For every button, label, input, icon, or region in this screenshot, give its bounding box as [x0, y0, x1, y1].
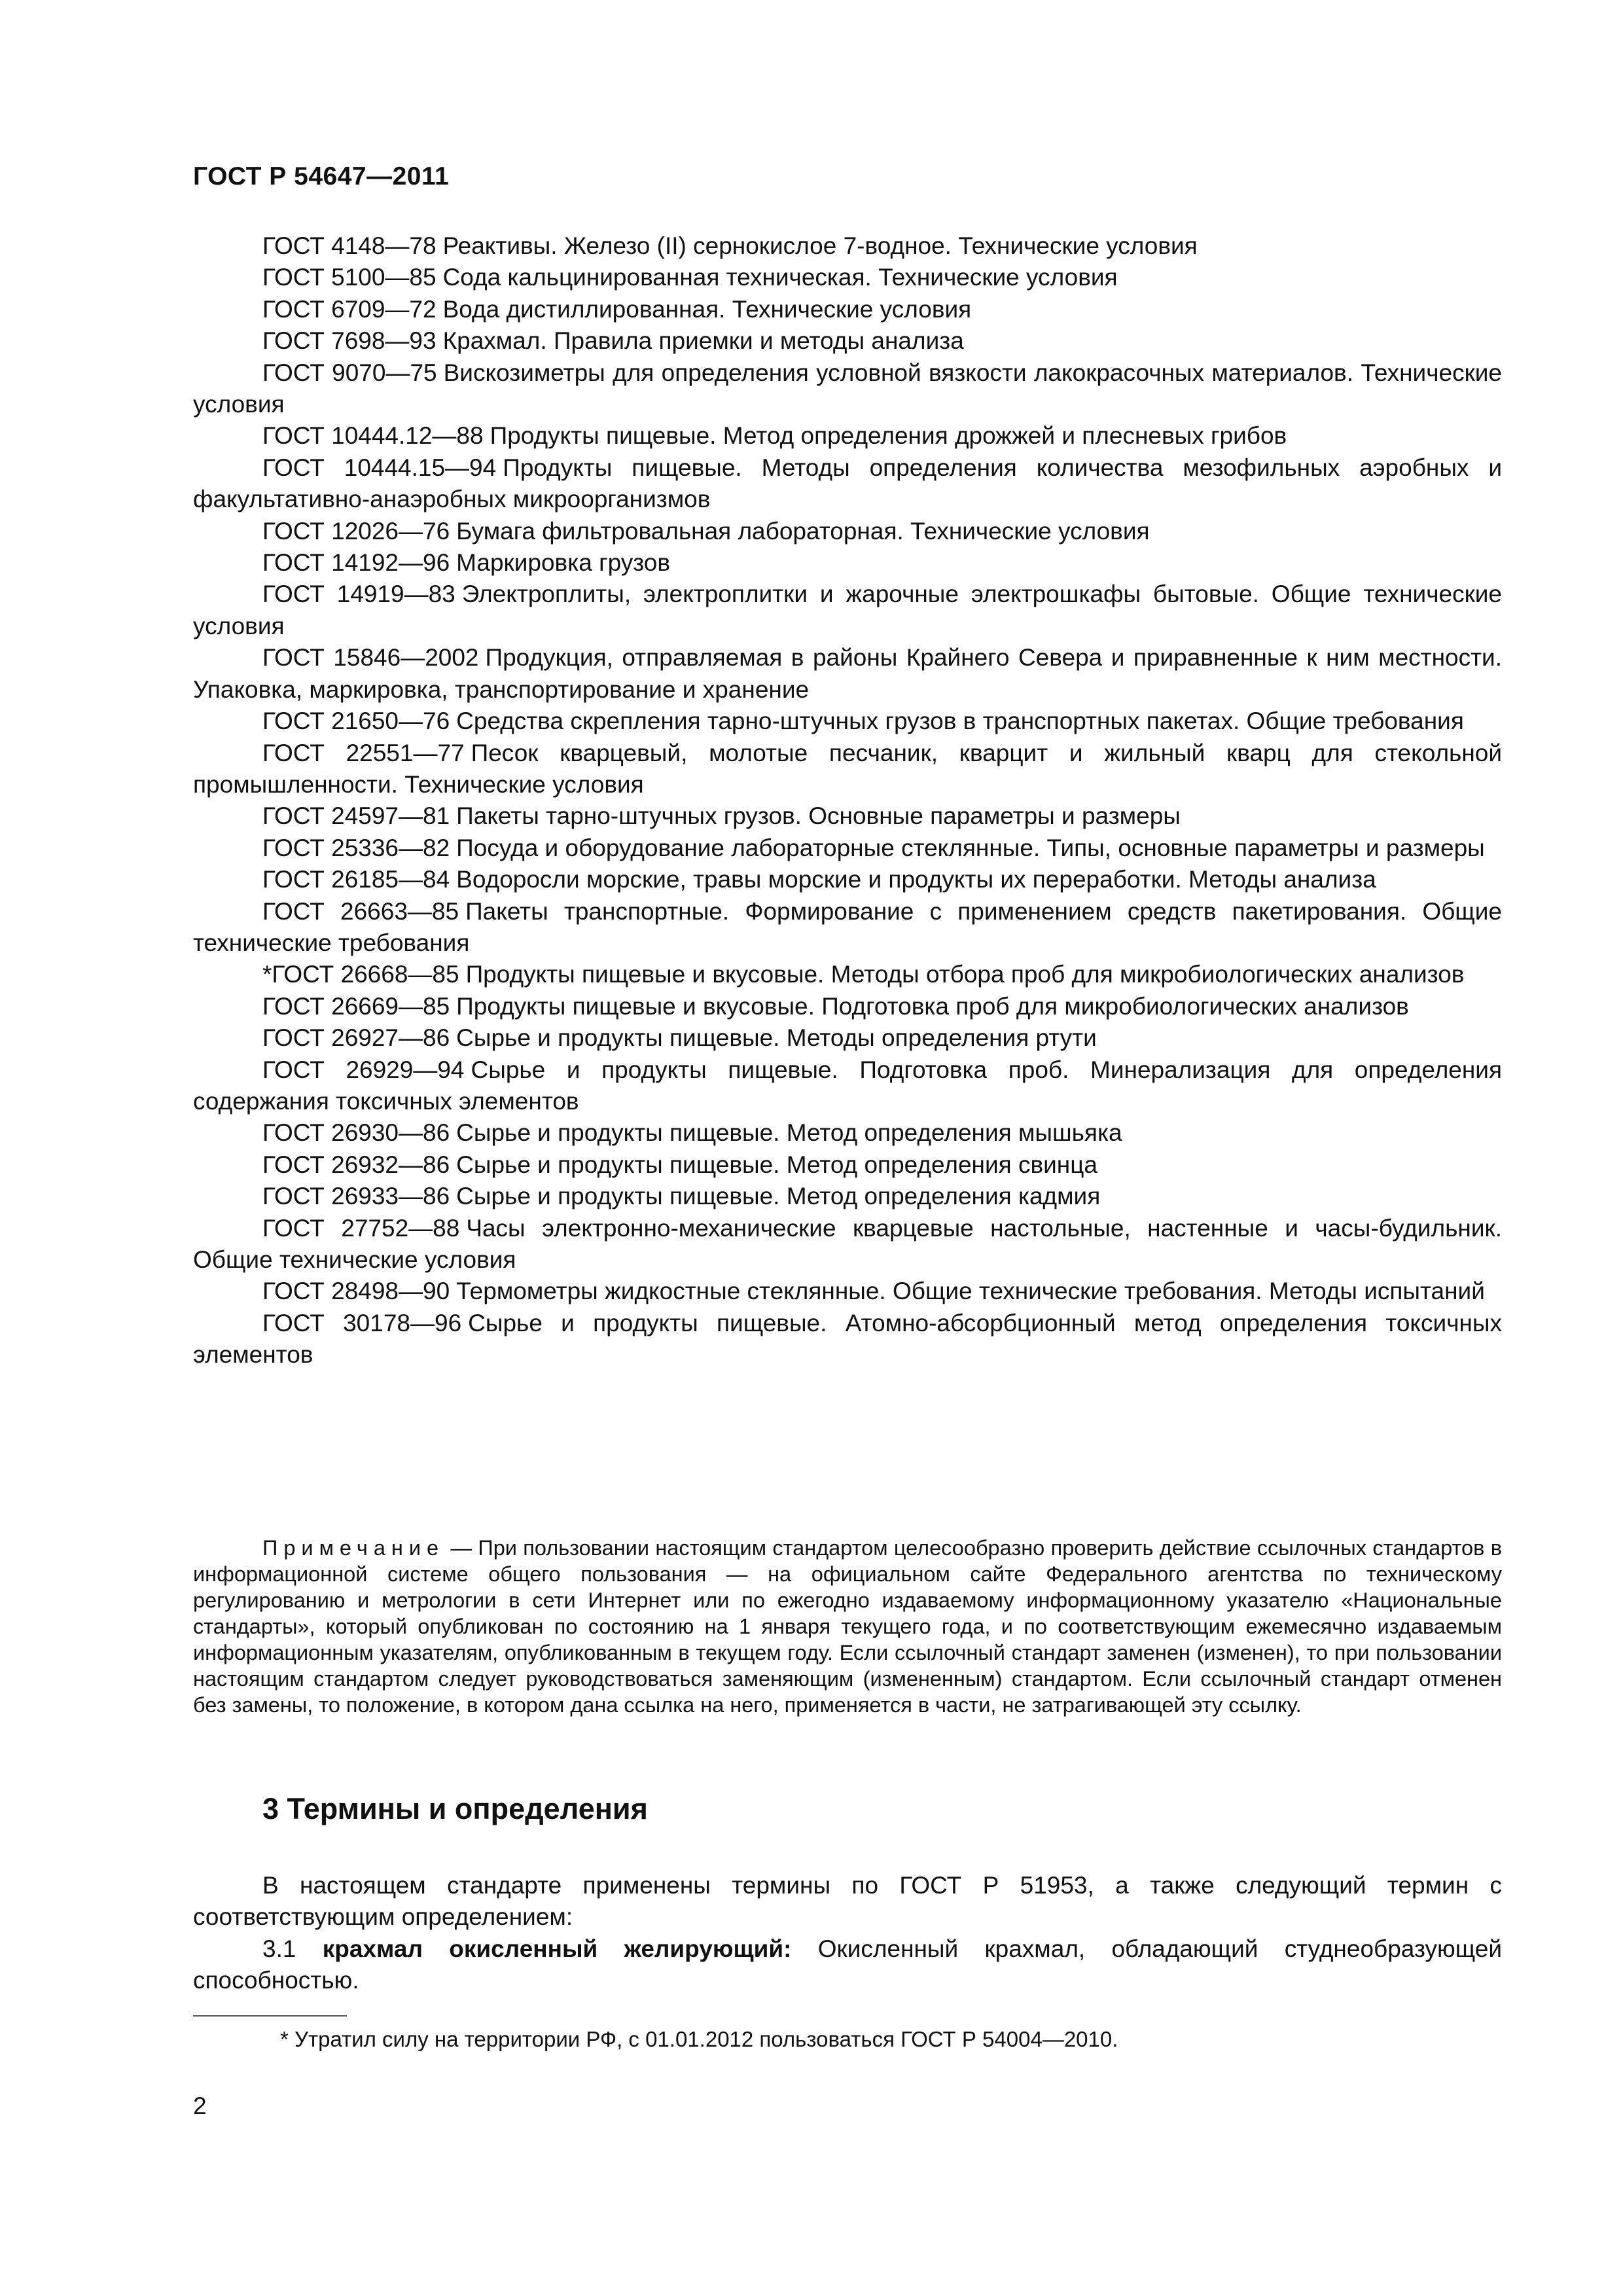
term-name: крахмал окисленный желирующий: [322, 1935, 792, 1962]
reference-title: Вискозиметры для определения условной вязкости лакокрасочных материалов. Технические условия [193, 359, 1502, 418]
note-text: — При пользовании настоящим стандартом целесообразно проверить действие ссылочных стандартов в информационной системе общего пользования — на официальном сайте Федерального агентства по техническому регулированию и метрологии в сети Интернет или по ежегодно издаваемому информационному указателю «Национальные стандарты», который опубликован по состоянию на 1 января текущего года, и по соответствующим ежемесячно издаваемым информационным указателям, опубликованным в текущем году. Если ссылочный стандарт заменен (изменен), то при пользовании настоящим стандартом следует руководствоваться заменяющим (измененным) стандартом. Если ссылочный стандарт отменен без замены, то положение, в котором дана ссылка на него, применяется в части, не затрагивающей эту ссылку. [193, 1536, 1502, 1717]
reference-code: ГОСТ 15846—2002 [262, 644, 479, 672]
footnote-divider [193, 2015, 347, 2017]
reference-title: Электроплиты, электроплитки и жарочные электрошкафы бытовые. Общие технические условия [193, 581, 1503, 639]
reference-item [193, 1022, 1502, 1054]
reference-code: ГОСТ 14919—83 [262, 581, 455, 608]
reference-title: Вода дистиллированная. Технические условия [442, 295, 972, 323]
reference-title: Продукты пищевые и вкусовые. Подготовка проб для микробиологических анализов [456, 992, 1409, 1020]
page-number: 2 [193, 2092, 207, 2119]
reference-title: Продукты пищевые. Методы определения количества мезофильных аэробных и факультативно-анаэробных микроорганизмов [193, 454, 1502, 513]
reference-code: ГОСТ 26933—86 [262, 1183, 450, 1210]
document-page [193, 0, 1502, 2296]
reference-item [193, 420, 1502, 452]
reference-title: Посуда и оборудование лабораторные стеклянные. Типы, основные параметры и размеры [456, 834, 1485, 861]
reference-item [193, 325, 1502, 357]
reference-title: Бумага фильтровальная лабораторная. Технические условия [456, 517, 1150, 545]
reference-title: Сырье и продукты пищевые. Метод определения мышьяка [456, 1119, 1122, 1147]
note-paragraph [193, 1535, 1502, 1718]
reference-item [193, 357, 1502, 421]
reference-code: ГОСТ 26927—86 [262, 1024, 450, 1052]
reference-item [193, 991, 1502, 1022]
reference-code: ГОСТ 28498—90 [262, 1278, 450, 1305]
reference-code: ГОСТ 26185—84 [262, 866, 450, 893]
reference-code: ГОСТ 26663—85 [262, 897, 459, 925]
reference-item [193, 738, 1502, 801]
reference-code: ГОСТ 22551—77 [262, 739, 465, 766]
reference-title: Пакеты тарно-штучных грузов. Основные параметры и размеры [456, 802, 1181, 830]
reference-item [193, 706, 1502, 737]
reference-code: ГОСТ 14192—96 [262, 549, 450, 577]
reference-code: *ГОСТ 26668—85 [262, 961, 459, 988]
reference-code: ГОСТ 10444.12—88 [262, 422, 484, 450]
reference-code: ГОСТ 26930—86 [262, 1119, 450, 1147]
footnote: * Утратил силу на территории РФ, с 01.01.2012 пользоваться ГОСТ Р 54004—2010. [280, 2027, 1118, 2051]
reference-item [193, 642, 1502, 706]
normative-references-list [193, 230, 1502, 1371]
reference-code: ГОСТ 26669—85 [262, 992, 450, 1020]
reference-code: ГОСТ 24597—81 [262, 802, 450, 830]
reference-item [193, 547, 1502, 579]
reference-code: ГОСТ 9070—75 [262, 359, 437, 386]
reference-item [193, 1213, 1502, 1276]
reference-code: ГОСТ 10444.15—94 [262, 454, 497, 481]
reference-title: Песок кварцевый, молотые песчаник, кварцит и жильный кварц для стекольной промышленности. Технические условия [193, 739, 1503, 798]
reference-title: Реактивы. Железо (II) сернокислое 7-водное. Технические условия [442, 232, 1198, 259]
reference-code: ГОСТ 12026—76 [262, 517, 450, 545]
reference-title: Продукция, отправляемая в районы Крайнего Севера и приравненные к ним местности. Упаковка, маркировка, транспортирование и хранение [193, 644, 1503, 703]
reference-item [193, 452, 1502, 516]
reference-item [193, 579, 1502, 642]
reference-title: Пакеты транспортные. Формирование с применением средств пакетирования. Общие технические требования [193, 897, 1502, 956]
reference-title: Крахмал. Правила приемки и методы анализа [442, 327, 964, 355]
reference-code: ГОСТ 6709—72 [262, 295, 437, 323]
term-text: Окисленный крахмал, обладающий студнеобразующей способностью. [193, 1935, 1503, 1994]
reference-item [193, 1117, 1502, 1149]
term-number: 3.1 [262, 1935, 296, 1962]
reference-title: Сырье и продукты пищевые. Метод определения свинца [456, 1151, 1097, 1178]
reference-item [193, 294, 1502, 325]
reference-title: Водоросли морские, травы морские и продукты их переработки. Методы анализа [456, 866, 1376, 893]
reference-title: Термометры жидкостные стеклянные. Общие технические требования. Методы испытаний [456, 1278, 1485, 1305]
section-body [193, 1870, 1502, 1997]
term-definition [193, 1933, 1502, 1997]
reference-title: Средства скрепления тарно-штучных грузов в транспортных пакетах. Общие требования [456, 708, 1464, 735]
reference-item [193, 1276, 1502, 1307]
reference-title: Продукты пищевые. Метод определения дрожжей и плесневых грибов [490, 422, 1287, 450]
reference-code: ГОСТ 26929—94 [262, 1056, 465, 1083]
reference-item [193, 262, 1502, 293]
reference-code: ГОСТ 25336—82 [262, 834, 450, 861]
reference-item [193, 959, 1502, 990]
reference-title: Сырье и продукты пищевые. Атомно-абсорбционный метод определения токсичных элементов [193, 1309, 1502, 1369]
document-header: ГОСТ Р 54647—2011 [193, 162, 450, 190]
reference-item [193, 864, 1502, 895]
reference-title: Сода кальцинированная техническая. Технические условия [442, 264, 1118, 291]
reference-title: Маркировка грузов [456, 549, 671, 577]
reference-item [193, 230, 1502, 262]
reference-item [193, 800, 1502, 832]
reference-code: ГОСТ 26932—86 [262, 1151, 450, 1178]
section-intro: В настоящем стандарте применены термины по ГОСТ Р 51953, а также следующий термин с соответствующим определением: [193, 1872, 1502, 1931]
reference-item [193, 833, 1502, 864]
reference-code: ГОСТ 4148—78 [262, 232, 437, 259]
reference-code: ГОСТ 30178—96 [262, 1309, 462, 1336]
reference-item [193, 896, 1502, 960]
reference-code: ГОСТ 27752—88 [262, 1214, 460, 1242]
reference-item [193, 516, 1502, 547]
reference-code: ГОСТ 5100—85 [262, 264, 437, 291]
reference-title: Сырье и продукты пищевые. Метод определения кадмия [456, 1183, 1101, 1210]
reference-code: ГОСТ 7698—93 [262, 327, 437, 355]
reference-item [193, 1308, 1502, 1371]
reference-item [193, 1054, 1502, 1118]
reference-title: Сырье и продукты пищевые. Методы определения ртути [456, 1024, 1097, 1052]
reference-item [193, 1181, 1502, 1212]
reference-title: Часы электронно-механические кварцевые настольные, настенные и часы-будильник. Общие технические условия [193, 1214, 1502, 1273]
reference-item [193, 1149, 1502, 1181]
note-label: Примечание [262, 1536, 445, 1560]
reference-code: ГОСТ 21650—76 [262, 708, 450, 735]
section-heading: 3 Термины и определения [262, 1792, 648, 1825]
reference-title: Сырье и продукты пищевые. Подготовка проб. Минерализация для определения содержания токсичных элементов [193, 1056, 1503, 1115]
reference-title: Продукты пищевые и вкусовые. Методы отбора проб для микробиологических анализов [465, 961, 1465, 988]
